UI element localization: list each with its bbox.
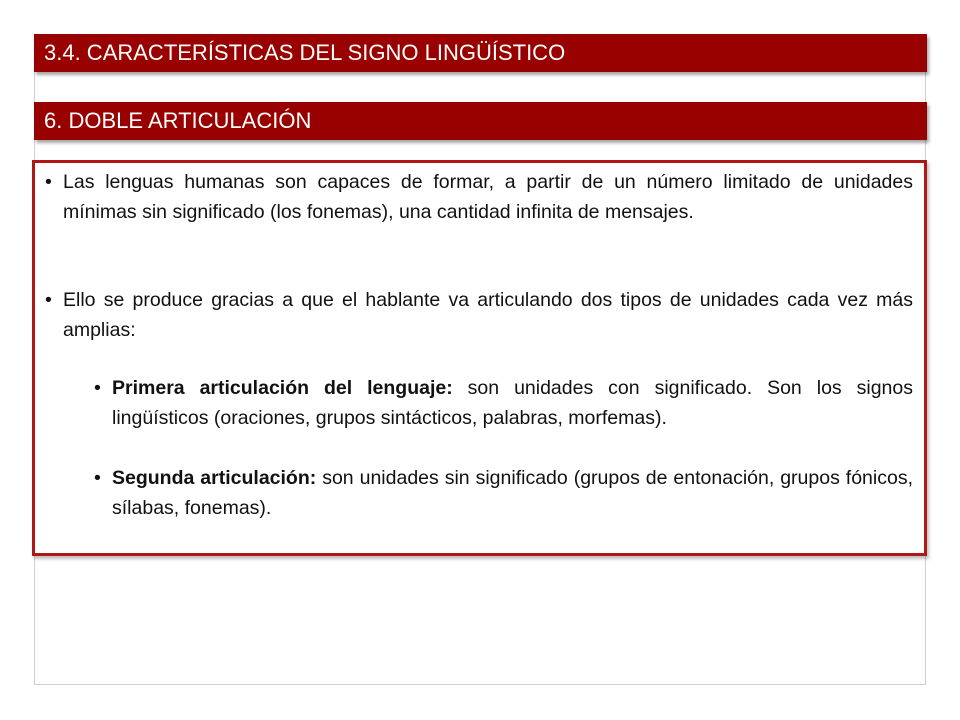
sub-bullet-primera-articulacion	[94, 373, 913, 433]
subsection-title-banner	[34, 102, 927, 140]
section-title-banner	[34, 34, 927, 72]
bullet-marker: •	[94, 467, 101, 489]
paragraph-1-text: Las lenguas humanas son capaces de formar, a partir de un número limitado de unidades mínimas sin significado (los fonemas), una cantidad infinita de mensajes.	[63, 171, 913, 223]
primera-articulacion-text: son unidades con significado. Son los signos lingüísticos (oraciones, grupos sintácticos, palabras, morfemas).	[112, 377, 913, 429]
bullet-paragraph-2	[45, 285, 913, 345]
bullet-marker: •	[94, 377, 101, 399]
bullet-paragraph-1	[45, 167, 913, 227]
section-title: 3.4. CARACTERÍSTICAS DEL SIGNO LINGÜÍSTICO	[44, 40, 566, 65]
paragraph-2-text: Ello se produce gracias a que el hablante va articulando dos tipos de unidades cada vez más amplias:	[63, 289, 913, 341]
segunda-articulacion-text: son unidades sin significado (grupos de entonación, grupos fónicos, sílabas, fonemas).	[112, 467, 913, 519]
bullet-marker: •	[45, 171, 52, 193]
segunda-articulacion-term: Segunda articulación:	[112, 467, 317, 489]
bullet-marker: •	[45, 289, 52, 311]
sub-bullet-segunda-articulacion	[94, 463, 913, 523]
primera-articulacion-term: Primera articulación del lenguaje:	[112, 377, 453, 399]
subsection-title: 6. DOBLE ARTICULACIÓN	[44, 108, 312, 133]
